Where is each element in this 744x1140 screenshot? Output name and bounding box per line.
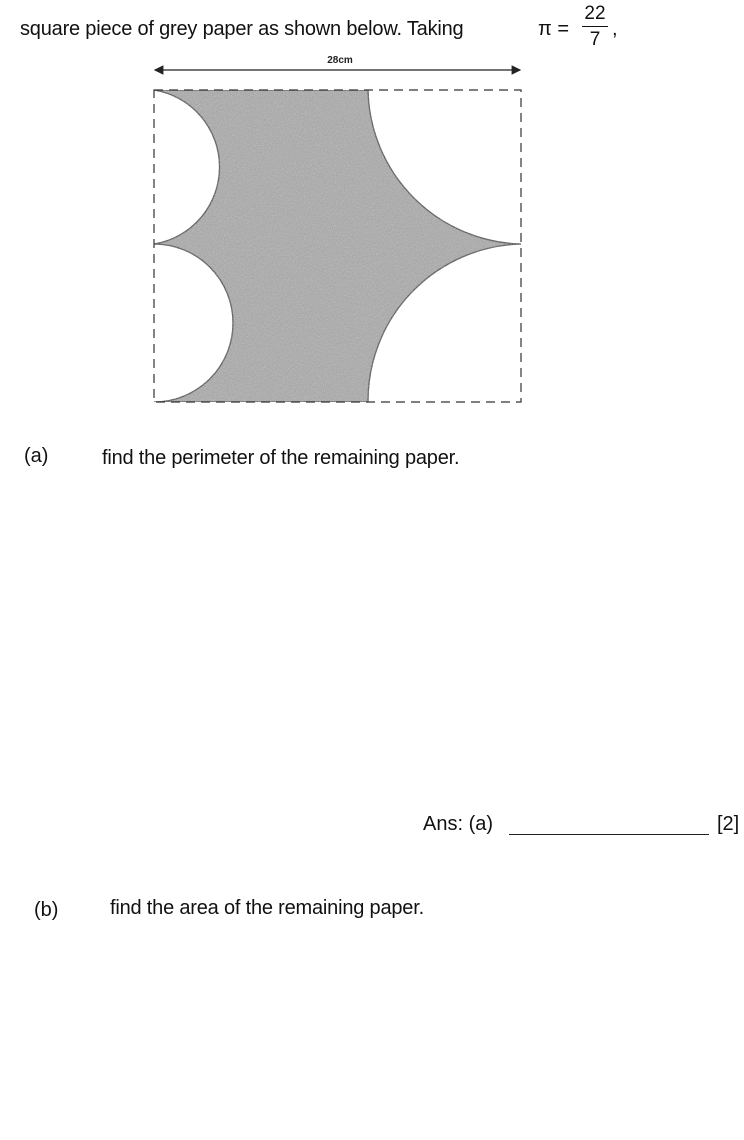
grey-paper-shape (154, 90, 521, 402)
intro-text: square piece of grey paper as shown below. Taking (20, 18, 464, 40)
intro-comma: , (612, 18, 618, 40)
question-a-text: find the perimeter of the remaining paper. (102, 447, 460, 469)
dimension-label: 28cm (327, 55, 353, 66)
fraction-bar (582, 26, 608, 27)
question-b-text: find the area of the remaining paper. (110, 897, 424, 919)
pi-fraction (582, 4, 608, 50)
answer-a-marks: [2] (717, 813, 740, 835)
paper-figure (140, 52, 540, 412)
pi-expression: π = (538, 18, 570, 40)
answer-a-line[interactable] (509, 834, 709, 835)
answer-a-label: Ans: (a) (423, 813, 494, 835)
pi-numerator: 22 (584, 3, 606, 24)
pi-denominator: 7 (589, 29, 601, 50)
question-b-label: (b) (34, 899, 59, 921)
question-a-label: (a) (24, 445, 49, 467)
